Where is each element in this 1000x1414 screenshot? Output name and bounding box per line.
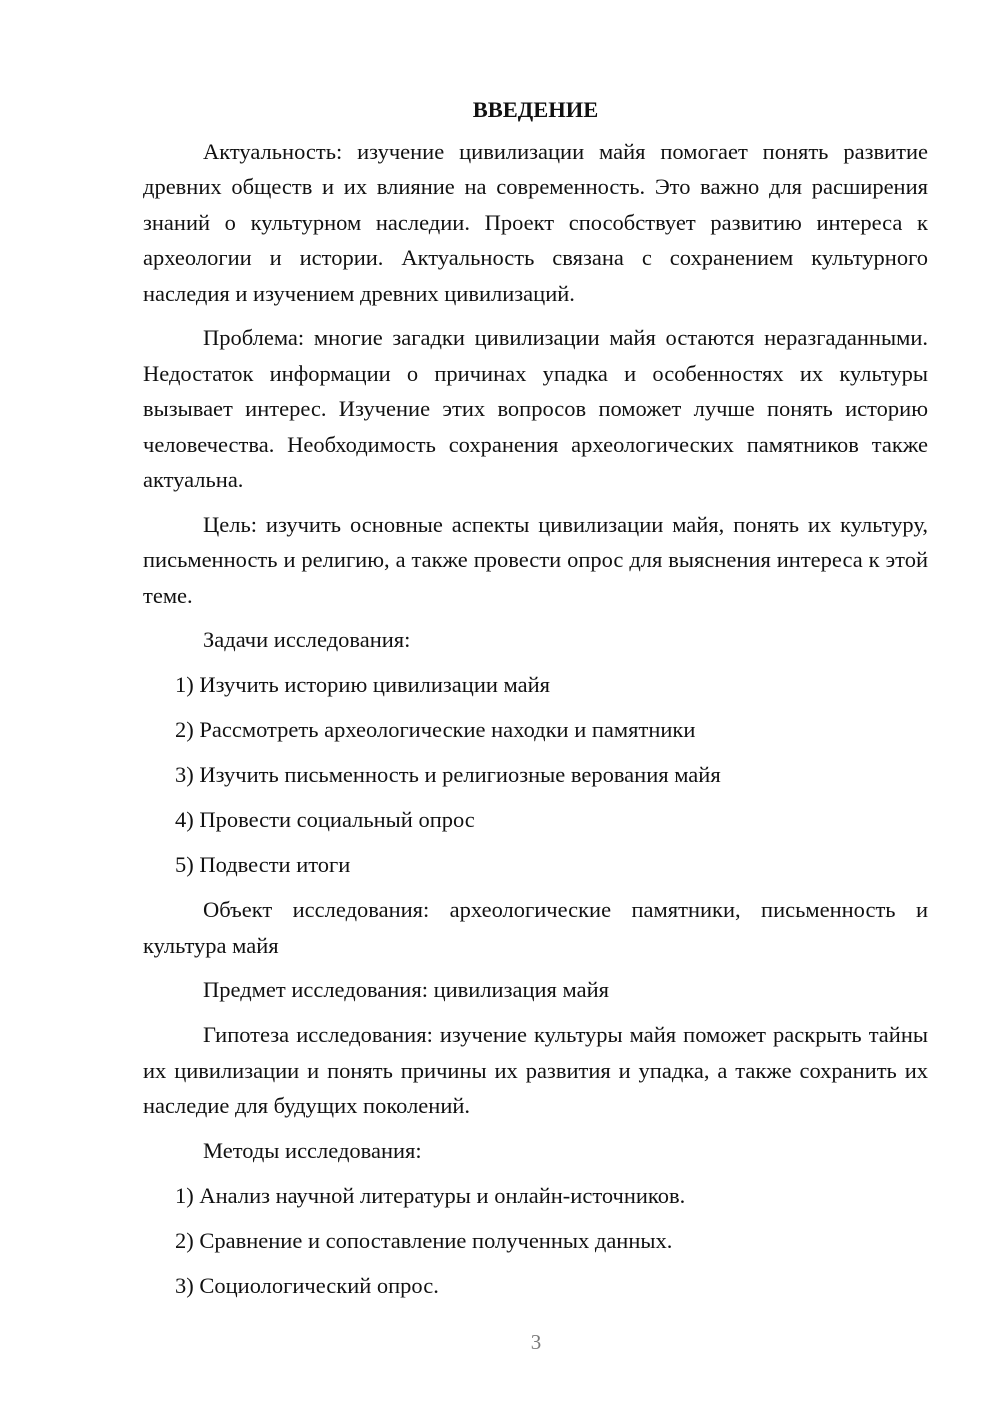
list-item: 1) Анализ научной литературы и онлайн-источников. <box>175 1182 686 1208</box>
list-item: 5) Подвести итоги <box>175 852 351 877</box>
list-item: 2) Рассмотреть археологические находки и памятники <box>175 717 696 742</box>
list-item: 2) Сравнение и сопоставление полученных данных. <box>175 1227 673 1253</box>
list-item: 4) Провести социальный опрос <box>175 807 475 832</box>
paragraph-relevance: Актуальность: изучение цивилизации майя помогает понять развитие древних обществ и их влияние на современность. Это важно для расширения знаний о культурном наследии. Проект способствует развитию интереса к археологии и истории. Актуальность связана с сохранением культурного наследия и изучением древних цивилизаций. <box>143 138 928 306</box>
list-item: 1) Изучить историю цивилизации майя <box>175 672 550 697</box>
tasks-list <box>143 667 928 883</box>
paragraph-hypothesis: Гипотеза исследования: изучение культуры майя поможет раскрыть тайны их цивилизации и понять причины их развития и упадка, а также сохранить их наследие для будущих поколений. <box>143 1022 928 1118</box>
list-item: 3) Социологический опрос. <box>175 1272 439 1298</box>
paragraph-subject: Предмет исследования: цивилизация майя <box>203 977 609 1002</box>
page-number: 3 <box>530 1330 542 1354</box>
paragraph-object: Объект исследования: археологические памятники, письменность и культура майя <box>143 897 928 958</box>
document-page <box>143 92 928 1313</box>
page-title: ВВЕДЕНИЕ <box>472 97 599 122</box>
tasks-heading: Задачи исследования: <box>203 627 411 652</box>
methods-heading: Методы исследования: <box>203 1137 422 1163</box>
paragraph-goal: Цель: изучить основные аспекты цивилизации майя, понять их культуру, письменность и религию, а также провести опрос для выяснения интереса к этой теме. <box>143 511 928 608</box>
paragraph-problem: Проблема: многие загадки цивилизации майя остаются неразгаданными. Недостаток информации о причинах упадка и особенностях их культуры вызывает интерес. Изучение этих вопросов поможет лучше понять историю человечества. Необходимость сохранения археологических памятников также актуальна. <box>143 325 928 492</box>
list-item: 3) Изучить письменность и религиозные верования майя <box>175 762 721 787</box>
methods-list <box>143 1178 928 1304</box>
